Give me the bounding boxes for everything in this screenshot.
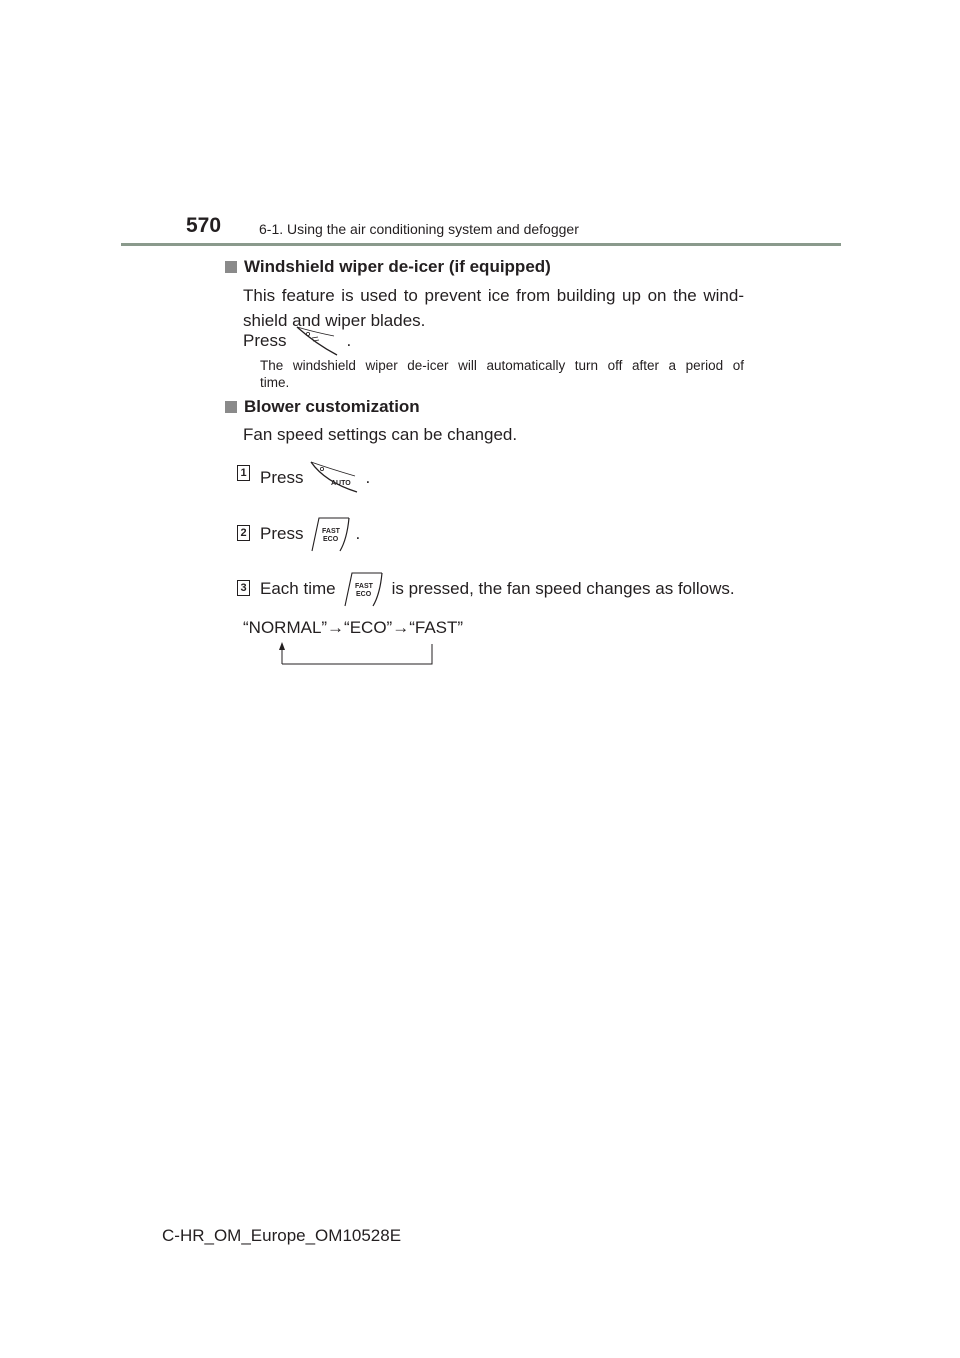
step-3-after-text: is pressed, the fan speed changes as follows.	[391, 579, 735, 598]
eco-label: ECO	[323, 536, 339, 543]
auto-button-label: AUTO	[331, 480, 352, 487]
wiper-press-text: Press	[243, 331, 287, 350]
fan-speed-sequence: “NORMAL”→“ECO”→“FAST”	[243, 618, 464, 637]
step-1-before-text: Press	[260, 468, 304, 487]
blower-heading	[225, 397, 420, 417]
wiper-text-line1: This feature is used to prevent ice from building up on the wind-	[243, 286, 744, 305]
step-number-1: 1	[237, 465, 250, 481]
header-rule	[121, 243, 841, 246]
heading-square-icon	[225, 401, 237, 413]
wiper-text-line2: shield and wiper blades.	[243, 311, 426, 330]
fast-eco-button-icon	[342, 570, 388, 608]
page-number: 570	[186, 214, 222, 237]
wiper-heading-text: Windshield wiper de-icer (if equipped)	[244, 257, 551, 276]
step-3-line	[260, 570, 735, 608]
step-2-line	[260, 515, 360, 553]
heading-square-icon	[225, 261, 237, 273]
wiper-note-line1: The windshield wiper de-icer will automatically turn off after a period of	[260, 358, 744, 373]
step-3-before-text: Each time	[260, 579, 336, 598]
wiper-press-period: .	[346, 331, 352, 350]
wiper-heading	[225, 257, 551, 277]
auto-button-icon	[309, 460, 359, 496]
eco-label: ECO	[355, 591, 371, 598]
blower-heading-text: Blower customization	[244, 397, 420, 416]
step-number-2: 2	[237, 525, 250, 541]
step-2-after-text: .	[355, 524, 361, 543]
section-title: 6-1. Using the air conditioning system and defogger	[259, 221, 579, 237]
wiper-note-line2: time.	[260, 375, 290, 390]
wiper-deicer-button-icon	[294, 324, 340, 358]
step-number-3: 3	[237, 580, 250, 596]
fast-label: FAST	[322, 528, 341, 535]
loop-arrow-icon	[274, 640, 438, 668]
step-2-before-text: Press	[260, 524, 304, 543]
step-1-line	[260, 460, 370, 496]
blower-intro: Fan speed settings can be changed.	[243, 425, 518, 444]
fast-label: FAST	[354, 583, 373, 590]
document-code: C-HR_OM_Europe_OM10528E	[162, 1226, 402, 1245]
step-1-after-text: .	[365, 468, 371, 487]
wiper-press-line	[243, 324, 351, 358]
fast-eco-button-icon	[309, 515, 351, 553]
